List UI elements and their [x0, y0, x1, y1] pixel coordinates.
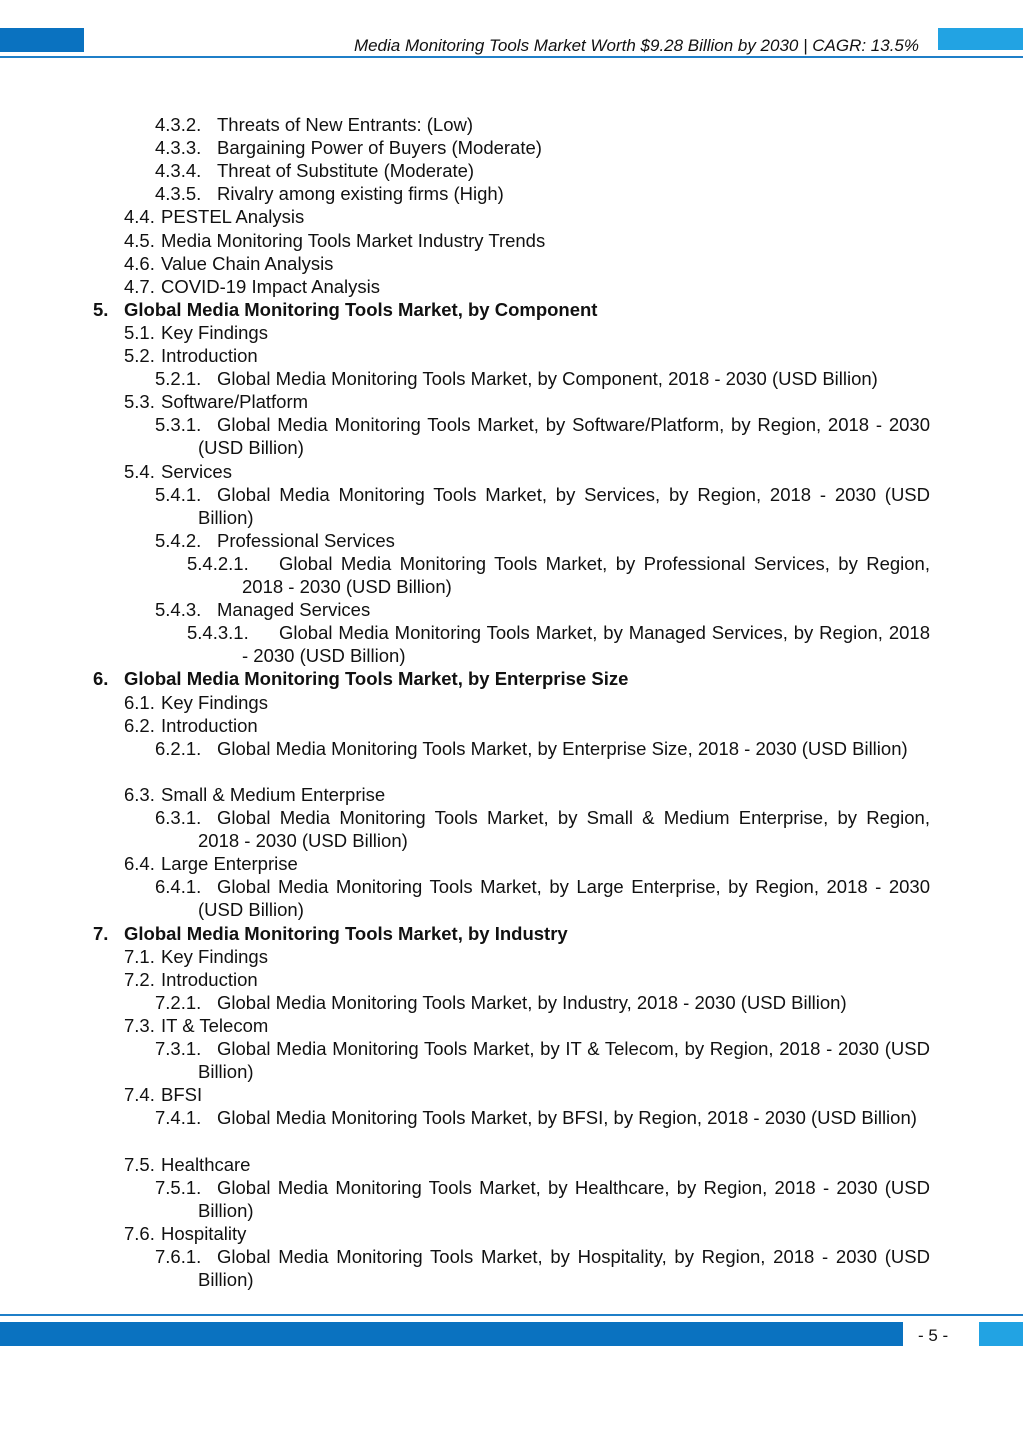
header-rule	[0, 56, 1023, 58]
header-accent-block-left	[0, 28, 84, 52]
toc-entry-number: 5.3.	[124, 391, 155, 413]
toc-entry-number: 5.4.2.	[155, 529, 202, 551]
toc-entry-text: Global Media Monitoring Tools Market, by Small & Medium Enterprise, by Region, 2018 - 2030 (USD Billion)	[198, 807, 930, 851]
toc-entry-text: Media Monitoring Tools Market Industry Trends	[161, 229, 546, 251]
toc-entry	[155, 1176, 930, 1222]
toc-entry	[124, 321, 930, 344]
toc-entry-number: 7.	[93, 922, 109, 944]
toc-entry-number: 7.5.1.	[155, 1176, 202, 1198]
toc-entry	[124, 945, 930, 968]
toc-entry-text: Threats of New Entrants: (Low)	[217, 114, 474, 135]
toc-entry-number: 5.	[93, 298, 109, 320]
toc-entry-text: Global Media Monitoring Tools Market, by Healthcare, by Region, 2018 - 2030 (USD Billion)	[198, 1176, 930, 1221]
toc-entry-number: 4.3.4.	[155, 160, 202, 182]
toc-entry	[124, 252, 930, 275]
toc-entry-number: 4.6.	[124, 252, 155, 274]
toc-entry	[155, 737, 930, 783]
toc-entry-text: Bargaining Power of Buyers (Moderate)	[217, 137, 542, 159]
toc-entry-number: 4.3.3.	[155, 137, 202, 159]
toc-entry-text: Introduction	[161, 345, 258, 366]
toc-entry	[155, 875, 930, 921]
toc-entry-number: 7.4.1.	[155, 1107, 202, 1129]
toc-entry-number: 7.2.	[124, 968, 155, 990]
toc-entry-number: 7.2.1.	[155, 991, 202, 1013]
toc-entry-number: 7.3.1.	[155, 1038, 202, 1059]
toc-entry	[155, 159, 930, 182]
toc-entry	[124, 390, 930, 413]
toc-entry-number: 6.2.	[124, 714, 155, 736]
toc-entry-text: Global Media Monitoring Tools Market, by BFSI, by Region, 2018 - 2030 (USD Billion)	[217, 1107, 917, 1129]
toc-entry-text: Threat of Substitute (Moderate)	[217, 160, 475, 182]
toc-entry-text: Global Media Monitoring Tools Market, by Software/Platform, by Region, 2018 - 2030 (USD Billion)	[198, 414, 930, 459]
toc-entry	[155, 529, 930, 552]
toc-entry-text: Key Findings	[161, 321, 268, 343]
toc-entry-text: Global Media Monitoring Tools Market, by Enterprise Size	[124, 668, 629, 690]
toc-entry-number: 6.2.1.	[155, 737, 202, 759]
toc-entry	[124, 1222, 930, 1245]
toc-entry	[155, 113, 930, 136]
toc-entry	[124, 968, 930, 991]
toc-entry	[124, 1083, 930, 1106]
toc-entry-number: 5.4.2.1.	[187, 552, 249, 574]
toc-entry	[124, 229, 930, 252]
toc-entry	[155, 1106, 930, 1152]
toc-entry-text: Large Enterprise	[161, 853, 298, 875]
toc-entry-number: 7.6.1.	[155, 1245, 202, 1267]
toc-entry-number: 5.1.	[124, 321, 155, 343]
toc-entry-number: 4.5.	[124, 229, 155, 251]
toc-entry-number: 6.	[93, 668, 109, 690]
toc-entry	[155, 598, 930, 621]
toc-entry-text: Global Media Monitoring Tools Market, by Services, by Region, 2018 - 2030 (USD Billion)	[198, 483, 930, 528]
toc-entry-text: Global Media Monitoring Tools Market, by Large Enterprise, by Region, 2018 - 2030 (USD Billion)	[198, 876, 930, 921]
toc-entry-text: Global Media Monitoring Tools Market, by Industry	[124, 922, 568, 944]
toc-entry	[93, 922, 930, 945]
toc-entry-text: Hospitality	[161, 1222, 247, 1244]
toc-entry-number: 4.3.5.	[155, 183, 202, 205]
toc-entry	[155, 413, 930, 459]
toc-entry	[155, 806, 930, 852]
toc-entry-number: 5.2.1.	[155, 368, 202, 390]
toc-entry-number: 6.4.1.	[155, 876, 202, 898]
toc-entry-number: 5.4.3.1.	[187, 622, 249, 644]
toc-entry-number: 4.7.	[124, 275, 155, 297]
toc-entry-text: Global Media Monitoring Tools Market, by IT & Telecom, by Region, 2018 - 2030 (USD Billion)	[198, 1038, 930, 1082]
toc-entry	[124, 714, 930, 737]
toc-entry	[124, 783, 930, 806]
toc-entry-number: 5.4.3.	[155, 599, 202, 621]
toc-entry	[93, 298, 930, 321]
toc-entry-text: PESTEL Analysis	[161, 206, 305, 228]
footer-rule	[0, 1314, 1023, 1316]
toc-entry-text: Global Media Monitoring Tools Market, by Component, 2018 - 2030 (USD Billion)	[217, 368, 878, 390]
toc-entry	[155, 367, 930, 390]
toc-entry-number: 6.3.1.	[155, 807, 202, 828]
toc-entry-number: 4.4.	[124, 206, 155, 228]
toc-entry	[124, 1153, 930, 1176]
toc-entry-number: 5.4.1.	[155, 483, 202, 505]
toc-entry-text: Introduction	[161, 968, 258, 990]
toc-entry	[155, 182, 930, 205]
toc-entry-number: 6.3.	[124, 783, 155, 805]
page-number: - 5 -	[918, 1326, 949, 1345]
toc-entry	[155, 1245, 930, 1291]
toc-entry-number: 6.1.	[124, 691, 155, 713]
toc-entry	[187, 552, 930, 598]
toc-entry-text: IT & Telecom	[161, 1014, 269, 1036]
toc-entry-number: 5.3.1.	[155, 414, 202, 436]
toc-entry-text: Software/Platform	[161, 391, 309, 413]
toc-entry-number: 6.4.	[124, 853, 155, 875]
toc-entry	[124, 460, 930, 483]
toc-entry-text: Value Chain Analysis	[161, 252, 334, 274]
toc-entry-number: 7.4.	[124, 1084, 155, 1106]
toc-entry	[124, 275, 930, 298]
toc-entry-text: Global Media Monitoring Tools Market, by Industry, 2018 - 2030 (USD Billion)	[217, 991, 847, 1013]
toc-entry-text: Rivalry among existing firms (High)	[217, 183, 504, 205]
toc-entry-text: Key Findings	[161, 945, 268, 967]
toc-entry-number: 7.5.	[124, 1153, 155, 1175]
toc-entry-text: Global Media Monitoring Tools Market, by Component	[124, 298, 598, 320]
toc-entry-number: 7.6.	[124, 1222, 155, 1244]
toc-entry-text: Small & Medium Enterprise	[161, 783, 386, 805]
toc-entry-text: Introduction	[161, 714, 258, 736]
toc-entry-text: Services	[161, 460, 232, 482]
header-accent-block-right	[938, 28, 1023, 50]
toc-entry-text: Global Media Monitoring Tools Market, by Professional Services, by Region, 2018 - 2030 (USD Billion)	[242, 552, 930, 597]
toc-entry	[124, 691, 930, 714]
toc-entry	[124, 1014, 930, 1037]
toc-entry	[155, 991, 930, 1014]
toc-entry-text: COVID-19 Impact Analysis	[161, 275, 380, 297]
header-title: Media Monitoring Tools Market Worth $9.28 Billion by 2030 | CAGR: 13.5%	[353, 36, 919, 55]
toc-entry	[155, 483, 930, 529]
footer-accent-block-right	[979, 1322, 1023, 1346]
toc-entry-text: Key Findings	[161, 691, 268, 713]
toc-entry-text: BFSI	[161, 1084, 203, 1106]
toc-entry	[93, 667, 930, 690]
toc-entry-number: 7.3.	[124, 1014, 155, 1036]
toc-entry-number: 5.4.	[124, 460, 155, 482]
toc-entry	[187, 621, 930, 667]
toc-entry-text: Global Media Monitoring Tools Market, by Hospitality, by Region, 2018 - 2030 (USD Billion)	[198, 1245, 930, 1290]
toc-entry-text: Professional Services	[217, 529, 395, 551]
toc-entry-text: Global Media Monitoring Tools Market, by Managed Services, by Region, 2018 - 2030 (USD Billion)	[242, 622, 930, 667]
toc-entry-text: Managed Services	[217, 599, 371, 621]
toc-entry-number: 5.2.	[124, 345, 155, 366]
toc-entry	[124, 205, 930, 228]
toc-entry-number: 4.3.2.	[155, 114, 202, 135]
toc-entry	[124, 852, 930, 875]
toc-entry-number: 7.1.	[124, 945, 155, 967]
toc-entry-text: Global Media Monitoring Tools Market, by Enterprise Size, 2018 - 2030 (USD Billion)	[217, 737, 908, 759]
footer-bar	[0, 1322, 903, 1346]
toc-entry-text: Healthcare	[161, 1153, 251, 1175]
toc-entry	[155, 136, 930, 159]
toc-entry	[155, 1037, 930, 1083]
toc-entry	[124, 344, 930, 367]
